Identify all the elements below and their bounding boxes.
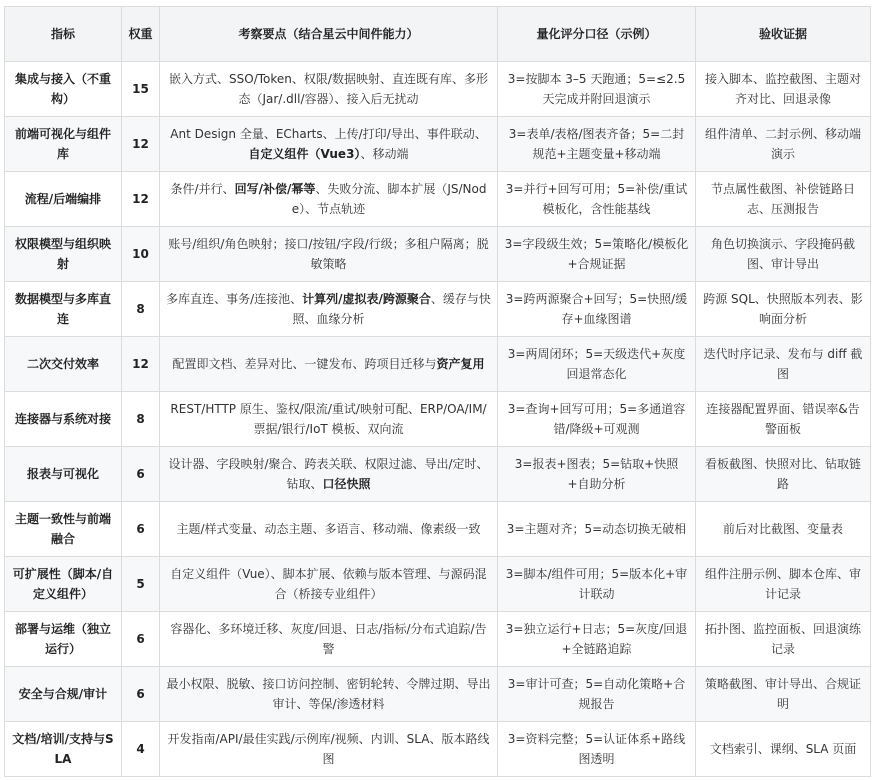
weight-cell: 4: [122, 722, 160, 777]
table-row: [5, 337, 871, 392]
indicator-cell: 集成与接入（不重构）: [5, 62, 122, 117]
points-text: REST/HTTP 原生、鉴权/限流/重试/映射可配、ERP/OA/IM/票据/银行/IoT 模板、双向流: [170, 402, 487, 436]
header-indicator: 指标: [5, 7, 122, 62]
points-cell: [160, 227, 498, 282]
table-row: [5, 227, 871, 282]
points-highlight: 口径快照: [322, 477, 371, 491]
indicator-cell: 连接器与系统对接: [5, 392, 122, 447]
scoring-cell: 3=查询+回写可用；5=多通道容错/降级+可观测: [498, 392, 696, 447]
scoring-cell: 3=脚本/组件可用；5=版本化+审计联动: [498, 557, 696, 612]
table-row: [5, 62, 871, 117]
evidence-cell: 连接器配置界面、错误率&告警面板: [696, 392, 871, 447]
points-cell: [160, 172, 498, 227]
scoring-cell: 3=跨两源聚合+回写；5=快照/缓存+血缘图谱: [498, 282, 696, 337]
points-text: 开发指南/API/最佳实践/示例库/视频、内训、SLA、版本路线图: [167, 732, 490, 766]
points-text: Ant Design 全量、ECharts、上传/打印/导出、事件联动、: [170, 127, 487, 141]
weight-cell: 6: [122, 667, 160, 722]
evidence-cell: 接入脚本、监控截图、主题对齐对比、回退录像: [696, 62, 871, 117]
points-cell: [160, 612, 498, 667]
evidence-cell: 策略截图、审计导出、合规证明: [696, 667, 871, 722]
header-row: [5, 7, 871, 62]
points-text: 多库直连、事务/连接池、: [166, 292, 303, 306]
header-weight: 权重: [122, 7, 160, 62]
evaluation-table: [4, 6, 871, 777]
points-text: 最小权限、脱敏、接口访问控制、密钥轮转、令牌过期、导出审计、等保/渗透材料: [166, 677, 491, 711]
evidence-cell: 迭代时序记录、发布与 diff 截图: [696, 337, 871, 392]
weight-cell: 12: [122, 172, 160, 227]
weight-cell: 15: [122, 62, 160, 117]
scoring-cell: 3=报表+图表；5=钻取+快照+自助分析: [498, 447, 696, 502]
points-cell: [160, 337, 498, 392]
points-cell: [160, 392, 498, 447]
scoring-cell: 3=字段级生效；5=策略化/模板化+合规证据: [498, 227, 696, 282]
evidence-cell: 拓扑图、监控面板、回退演练记录: [696, 612, 871, 667]
points-cell: [160, 502, 498, 557]
evidence-cell: 节点属性截图、补偿链路日志、压测报告: [696, 172, 871, 227]
weight-cell: 6: [122, 612, 160, 667]
points-cell: [160, 722, 498, 777]
scoring-cell: 3=按脚本 3–5 天跑通；5=≤2.5 天完成并附回退演示: [498, 62, 696, 117]
points-text: 自定义组件（Vue）、脚本扩展、依赖与版本管理、与源码混合（桥接专业组件）: [170, 567, 487, 601]
indicator-cell: 报表与可视化: [5, 447, 122, 502]
table-row: [5, 392, 871, 447]
header-evidence: 验收证据: [696, 7, 871, 62]
scoring-cell: 3=表单/表格/图表齐备；5=二封规范+主题变量+移动端: [498, 117, 696, 172]
points-cell: [160, 447, 498, 502]
points-highlight: 自定义组件（Vue3）: [248, 147, 361, 161]
table-body: [5, 62, 871, 777]
weight-cell: 12: [122, 117, 160, 172]
table-row: [5, 667, 871, 722]
table-row: [5, 502, 871, 557]
points-cell: [160, 667, 498, 722]
points-cell: [160, 282, 498, 337]
evidence-cell: 文档索引、课纲、SLA 页面: [696, 722, 871, 777]
indicator-cell: 安全与合规/审计: [5, 667, 122, 722]
table-row: [5, 172, 871, 227]
evidence-cell: 组件注册示例、脚本仓库、审计记录: [696, 557, 871, 612]
indicator-cell: 数据模型与多库直连: [5, 282, 122, 337]
scoring-cell: 3=并行+回写可用；5=补偿/重试模板化，含性能基线: [498, 172, 696, 227]
points-text: 账号/组织/角色映射；接口/按钮/字段/行级；多租户隔离；脱敏策略: [168, 237, 489, 271]
indicator-cell: 文档/培训/支持与SLA: [5, 722, 122, 777]
weight-cell: 6: [122, 447, 160, 502]
scoring-cell: 3=主题对齐；5=动态切换无破相: [498, 502, 696, 557]
points-text: 设计器、字段映射/聚合、跨表关联、权限过滤、导出/定时、钻取、: [168, 457, 489, 491]
points-text: 、缓存与快照、血缘分析: [292, 292, 491, 326]
points-text: 、失败分流、脚本扩展（JS/Node）、节点轨迹: [291, 182, 487, 216]
header-scoring: 量化评分口径（示例）: [498, 7, 696, 62]
weight-cell: 5: [122, 557, 160, 612]
points-text: 条件/并行、: [170, 182, 235, 196]
indicator-cell: 可扩展性（脚本/自定义组件）: [5, 557, 122, 612]
table-row: [5, 117, 871, 172]
weight-cell: 6: [122, 502, 160, 557]
indicator-cell: 部署与运维（独立运行）: [5, 612, 122, 667]
weight-cell: 8: [122, 392, 160, 447]
evidence-cell: 前后对比截图、变量表: [696, 502, 871, 557]
indicator-cell: 二次交付效率: [5, 337, 122, 392]
points-cell: [160, 117, 498, 172]
evidence-cell: 组件清单、二封示例、移动端演示: [696, 117, 871, 172]
evidence-cell: 跨源 SQL、快照版本列表、影响面分析: [696, 282, 871, 337]
indicator-cell: 主题一致性与前端融合: [5, 502, 122, 557]
indicator-cell: 权限模型与组织映射: [5, 227, 122, 282]
scoring-cell: 3=审计可查；5=自动化策略+合规报告: [498, 667, 696, 722]
header-points: 考察要点（结合星云中间件能力）: [160, 7, 498, 62]
table-row: [5, 557, 871, 612]
points-text: 配置即文档、差异对比、一键发布、跨项目迁移与: [172, 357, 437, 371]
points-cell: [160, 62, 498, 117]
table-row: [5, 282, 871, 337]
points-text: 、移动端: [360, 147, 409, 161]
evidence-cell: 看板截图、快照对比、钻取链路: [696, 447, 871, 502]
scoring-cell: 3=两周闭环；5=天级迭代+灰度回退常态化: [498, 337, 696, 392]
table-row: [5, 722, 871, 777]
points-text: 容器化、多环境迁移、灰度/回退、日志/指标/分布式追踪/告警: [170, 622, 487, 656]
evidence-cell: 角色切换演示、字段掩码截图、审计导出: [696, 227, 871, 282]
points-text: 嵌入方式、SSO/Token、权限/数据映射、直连既有库、多形态（Jar/.dll/容器）、接入后无扰动: [169, 72, 488, 106]
points-highlight: 计算列/虚拟表/跨源聚合: [302, 292, 431, 306]
indicator-cell: 流程/后端编排: [5, 172, 122, 227]
points-highlight: 回写/补偿/幂等: [234, 182, 316, 196]
indicator-cell: 前端可视化与组件库: [5, 117, 122, 172]
weight-cell: 8: [122, 282, 160, 337]
weight-cell: 12: [122, 337, 160, 392]
points-cell: [160, 557, 498, 612]
table-row: [5, 447, 871, 502]
scoring-cell: 3=资料完整；5=认证体系+路线图透明: [498, 722, 696, 777]
points-text: 主题/样式变量、动态主题、多语言、移动端、像素级一致: [176, 522, 481, 536]
scoring-cell: 3=独立运行+日志；5=灰度/回退+全链路追踪: [498, 612, 696, 667]
table-row: [5, 612, 871, 667]
weight-cell: 10: [122, 227, 160, 282]
points-highlight: 资产复用: [436, 357, 485, 371]
